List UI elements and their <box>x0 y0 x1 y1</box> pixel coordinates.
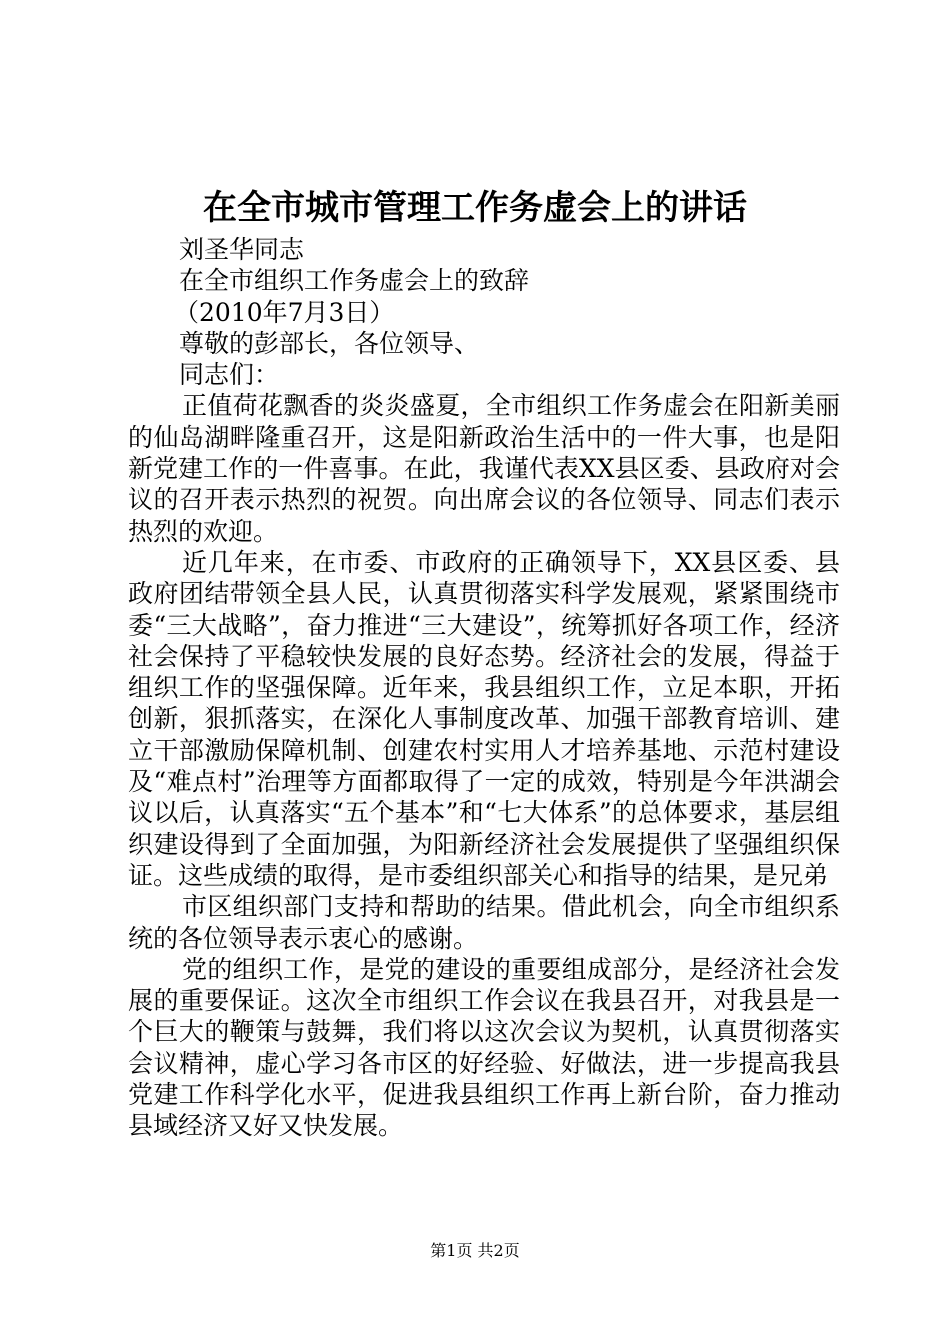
body-paragraph: 党的组织工作，是党的建设的重要组成部分，是经济社会发展的重要保证。这次全市组织工作会议在我县召开，对我县是一个巨大的鞭策与鼓舞，我们将以这次会议为契机，认真贯彻落实会议精神，虚心学习各市区的好经验、好做法，进一步提高我县党建工作科学化水平，促进我县组织工作再上新台阶，奋力推动县域经济又好又快发展。 <box>128 954 840 1141</box>
salutation-line: 尊敬的彭部长，各位领导、 <box>179 328 480 358</box>
body-paragraph: 市区组织部门支持和帮助的结果。借此机会，向全市组织系统的各位领导表示衷心的感谢。 <box>128 892 840 953</box>
date-line: （2010年7月3日） <box>174 297 395 327</box>
subtitle-line: 在全市组织工作务虚会上的致辞 <box>179 266 530 296</box>
author-line: 刘圣华同志 <box>179 235 305 264</box>
page-footer: 第1页 共2页 <box>430 1241 520 1260</box>
document-body <box>128 234 840 1142</box>
body-paragraph: 正值荷花飘香的炎炎盛夏，全市组织工作务虚会在阳新美丽的仙岛湖畔隆重召开，这是阳新政治生活中的一件大事，也是阳新党建工作的一件喜事。在此，我谨代表XX县区委、县政府对会议的召开表示热烈的祝贺。向出席会议的各位领导、同志们表示热烈的欢迎。 <box>128 391 840 546</box>
body-paragraph: 近几年来，在市委、市政府的正确领导下，XX县区委、县政府团结带领全县人民，认真贯彻落实科学发展观，紧紧围绕市委“三大战略”，奋力推进“三大建设”，统筹抓好各项工作，经济社会保持了平稳较快发展的良好态势。经济社会的发展，得益于组织工作的坚强保障。近年来，我县组织工作，立足本职，开拓创新，狠抓落实，在深化人事制度改革、加强干部教育培训、建立干部激励保障机制、创建农村实用人才培养基地、示范村建设及“难点村”治理等方面都取得了一定的成效，特别是今年洪湖会议以后，认真落实“五个基本”和“七大体系”的总体要求，基层组织建设得到了全面加强，为阳新经济社会发展提供了坚强组织保证。这些成绩的取得，是市委组织部关心和指导的结果，是兄弟 <box>128 547 840 890</box>
document-title: 在全市城市管理工作务虚会上的讲话 <box>203 188 747 228</box>
salutation-line: 同志们： <box>179 360 280 390</box>
